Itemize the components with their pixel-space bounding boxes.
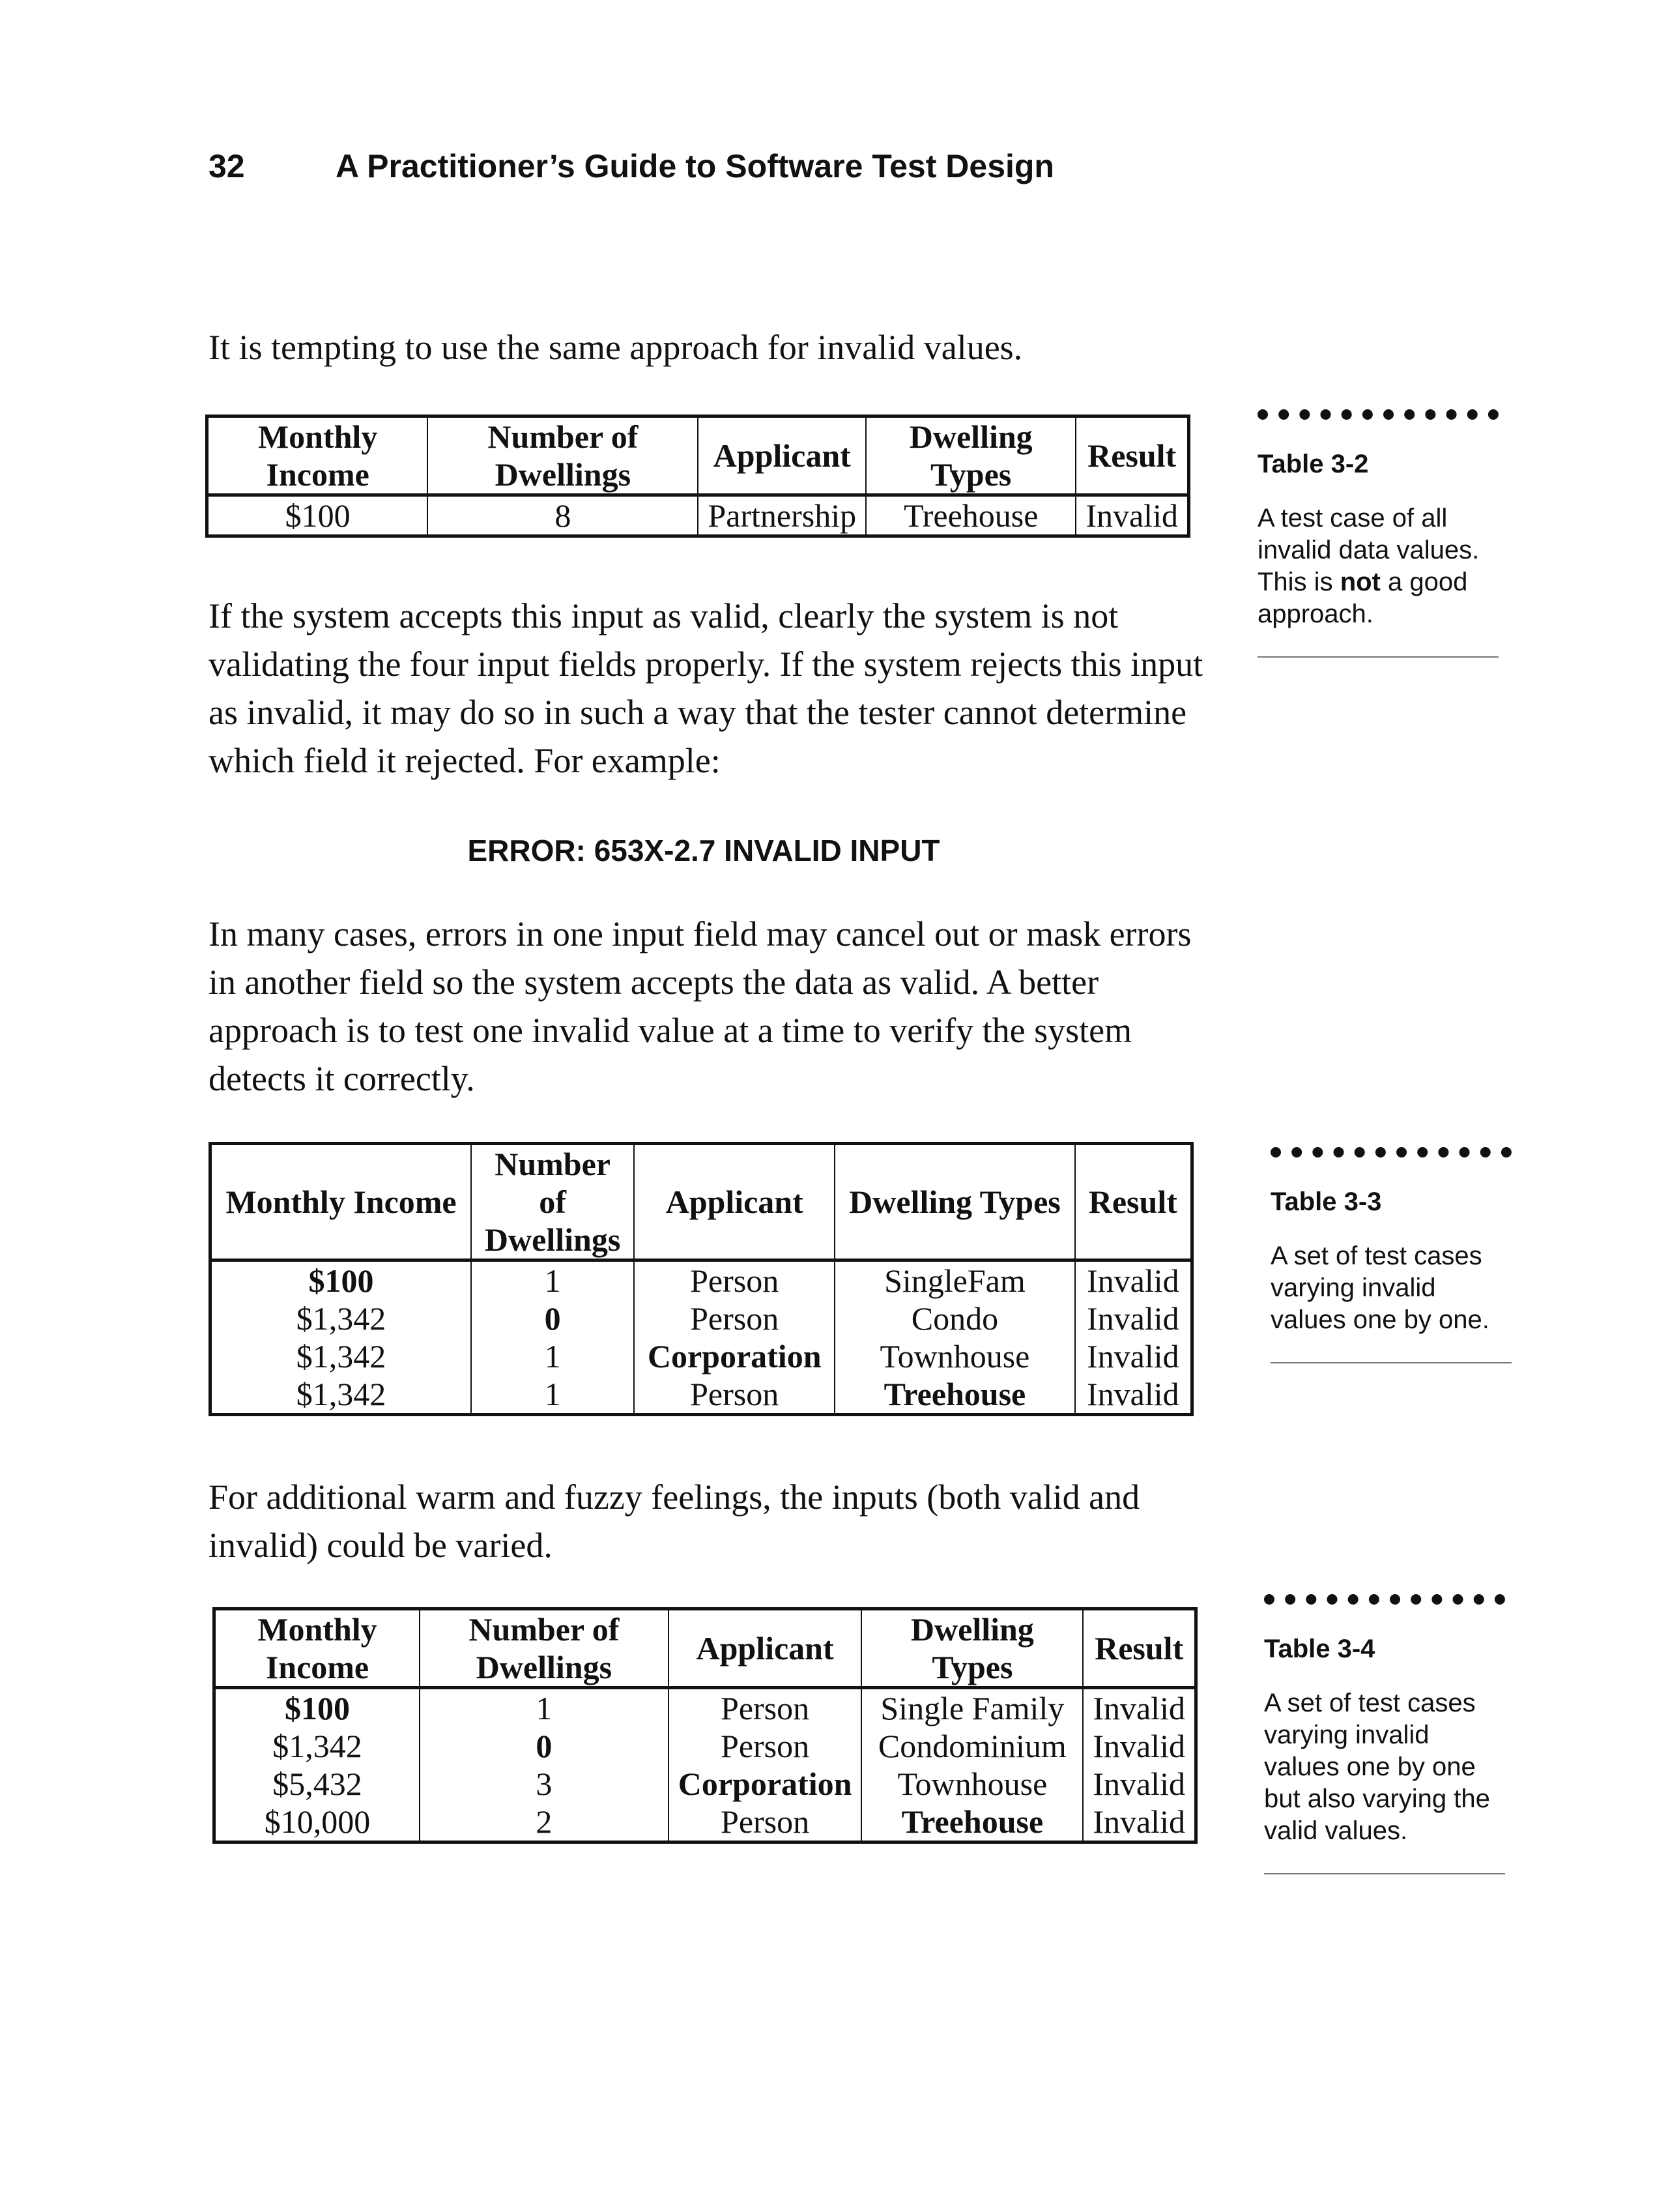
cell: $10,000	[214, 1803, 420, 1842]
sidebar-bar	[1271, 1147, 1512, 1168]
cell: Person	[669, 1727, 862, 1765]
table-row	[210, 1375, 1192, 1415]
sidebar-text-part: A test case of all invalid data values. This is	[1258, 504, 1480, 596]
sidebar-text-bold: not	[1340, 568, 1381, 596]
sidebar-rule	[1258, 656, 1499, 658]
col-number-of-dwellings: Number of Dwellings	[427, 416, 698, 495]
cell: $100	[210, 1260, 472, 1300]
cell: 1	[420, 1688, 669, 1728]
col-applicant: Applicant	[634, 1144, 835, 1260]
sidebar-bar	[1264, 1594, 1505, 1615]
col-result: Result	[1083, 1609, 1196, 1688]
cell: Invalid	[1083, 1727, 1196, 1765]
cell: Treehouse	[866, 495, 1076, 536]
table-row	[210, 1260, 1192, 1300]
sidebar-caption: Table 3-3	[1271, 1187, 1382, 1216]
table-row	[214, 1765, 1196, 1803]
cell: Invalid	[1075, 1260, 1192, 1300]
cell: 2	[420, 1803, 669, 1842]
sidebar-text-part: a good approach.	[1258, 568, 1468, 628]
sidebar-table-3-3	[1271, 1147, 1512, 1363]
cell: Partnership	[698, 495, 866, 536]
col-monthly-income: Monthly Income	[207, 416, 428, 495]
cell: Treehouse	[835, 1375, 1074, 1415]
cell: $1,342	[214, 1727, 420, 1765]
cell: $100	[214, 1688, 420, 1728]
col-dwelling-types: Dwelling Types	[866, 416, 1076, 495]
table-row	[214, 1727, 1196, 1765]
cell: Invalid	[1076, 495, 1188, 536]
col-monthly-income: Monthly Income	[210, 1144, 472, 1260]
error-message: ERROR: 653X-2.7 INVALID INPUT	[467, 834, 940, 867]
cell: $5,432	[214, 1765, 420, 1803]
sidebar-text: A set of test cases varying invalid values one by one but also varying the valid values.	[1264, 1689, 1490, 1845]
sidebar-bar	[1258, 409, 1499, 430]
sidebar-text: A set of test cases varying invalid values one by one.	[1271, 1242, 1489, 1334]
cell: $1,342	[210, 1300, 472, 1337]
cell: $1,342	[210, 1375, 472, 1415]
cell: Person	[669, 1803, 862, 1842]
cell: Townhouse	[835, 1337, 1074, 1375]
col-number-of-dwellings: Number of Dwellings	[471, 1144, 634, 1260]
col-applicant: Applicant	[698, 416, 866, 495]
cell: Condo	[835, 1300, 1074, 1337]
table-3-2	[205, 415, 1190, 538]
table-row	[207, 495, 1189, 536]
cell: Invalid	[1083, 1688, 1196, 1728]
col-applicant: Applicant	[669, 1609, 862, 1688]
cell: 3	[420, 1765, 669, 1803]
cell: Corporation	[634, 1337, 835, 1375]
table-row	[210, 1337, 1192, 1375]
sidebar-caption: Table 3-4	[1264, 1635, 1375, 1663]
table-3-4	[212, 1607, 1198, 1844]
cell: $100	[207, 495, 428, 536]
cell: Person	[634, 1375, 835, 1415]
cell: Invalid	[1075, 1375, 1192, 1415]
sidebar-rule	[1271, 1362, 1512, 1363]
cell: 8	[427, 495, 698, 536]
col-number-of-dwellings: Number of Dwellings	[420, 1609, 669, 1688]
col-dwelling-types: Dwelling Types	[835, 1144, 1074, 1260]
cell: 1	[471, 1375, 634, 1415]
sidebar-table-3-2	[1258, 409, 1499, 658]
sidebar-table-3-4	[1264, 1594, 1505, 1874]
sidebar-caption: Table 3-2	[1258, 450, 1369, 478]
paragraph-many-cases: In many cases, errors in one input field may cancel out or mask errors in another field so the system accepts the data as valid. A better approach is to test one invalid value at a time to verify the system detects it correctly.	[208, 914, 1192, 1098]
col-dwelling-types: Dwelling Types	[861, 1609, 1083, 1688]
cell: 0	[420, 1727, 669, 1765]
cell: Invalid	[1075, 1300, 1192, 1337]
cell: Treehouse	[861, 1803, 1083, 1842]
col-monthly-income: Monthly Income	[214, 1609, 420, 1688]
cell: Corporation	[669, 1765, 862, 1803]
table-row	[214, 1803, 1196, 1842]
sidebar-text	[1258, 502, 1499, 630]
cell: 1	[471, 1260, 634, 1300]
cell: Invalid	[1075, 1337, 1192, 1375]
cell: 0	[471, 1300, 634, 1337]
cell: Townhouse	[861, 1765, 1083, 1803]
cell: Person	[634, 1260, 835, 1300]
col-result: Result	[1075, 1144, 1192, 1260]
paragraph-intro: It is tempting to use the same approach for invalid values.	[208, 328, 1023, 367]
paragraph-warm-fuzzy: For additional warm and fuzzy feelings, the inputs (both valid and invalid) could be varied.	[208, 1477, 1140, 1565]
cell: SingleFam	[835, 1260, 1074, 1300]
page-header	[208, 147, 1054, 185]
cell: Person	[669, 1688, 862, 1728]
cell: Invalid	[1083, 1803, 1196, 1842]
table-row	[210, 1300, 1192, 1337]
cell: Person	[634, 1300, 835, 1337]
book-title: A Practitioner’s Guide to Software Test Design	[336, 148, 1054, 184]
col-result: Result	[1076, 416, 1188, 495]
sidebar-rule	[1264, 1873, 1505, 1874]
cell: Single Family	[861, 1688, 1083, 1728]
cell: 1	[471, 1337, 634, 1375]
cell: Condominium	[861, 1727, 1083, 1765]
page-number: 32	[208, 148, 245, 184]
cell: Invalid	[1083, 1765, 1196, 1803]
table-3-3	[208, 1142, 1194, 1416]
table-row	[214, 1688, 1196, 1728]
cell: $1,342	[210, 1337, 472, 1375]
paragraph-accepts: If the system accepts this input as valid, clearly the system is not validating the four input fields properly. If the system rejects this input as invalid, it may do so in such a way that the tester cannot determine which field it rejected. For example:	[208, 596, 1203, 780]
